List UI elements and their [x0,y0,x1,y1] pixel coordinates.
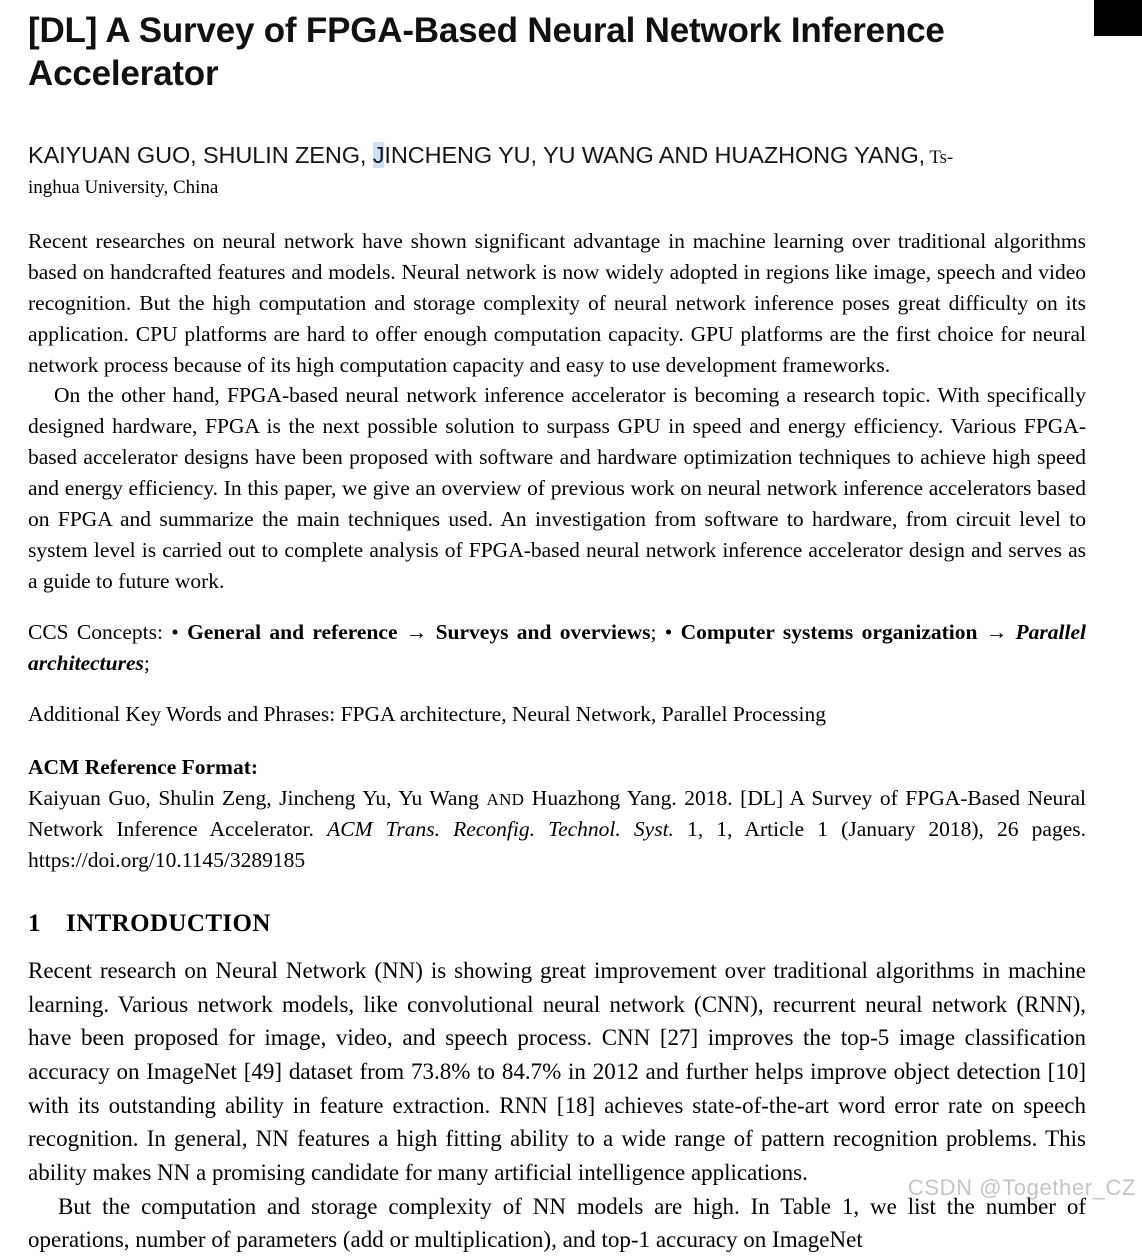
intro-paragraph-1: Recent research on Neural Network (NN) is showing great improvement over traditional algorithms in machine learning. Various network models, like convolutional neural network (CNN), recurrent neural network (RNN), have been proposed for image, video, and speech process. CNN [27] improves the top-5 image classification accuracy on ImageNet [49] dataset from 73.8% to 84.7% in 2012 and further helps improve object detection [10] with its outstanding ability in feature extraction. RNN [18] achieves state-of-the-art word error rate on speech recognition. In general, NN features a high fitting ability to a wide range of pattern recognition problems. This ability makes NN a promising candidate for many artificial intelligence applications. [28,957,1086,1185]
keywords-line [28,699,1086,730]
author-names-leading: KAIYUAN GUO, SHULIN ZENG, [28,142,373,169]
reference-authors: Kaiyuan Guo, Shulin Zeng, Jincheng Yu, Yu Wang [28,786,487,810]
page-title: [DL] A Survey of FPGA-Based Neural Network Inference Accelerator [28,11,945,93]
intro-paragraph-2: But the computation and storage complexity of NN models are high. In Table 1, we list the number of operations, number of parameters (add or multiplication), and top-1 accuracy on ImageNet [28,1193,1086,1253]
ccs-concept-1-value: Surveys and overviews [435,620,651,645]
ccs-arrow-2: → [985,620,1008,645]
author-block [28,139,1086,172]
section-heading-introduction [28,910,1086,938]
section-title: INTRODUCTION [66,909,271,937]
abstract-paragraph-2: On the other hand, FPGA-based neural network inference accelerator is becoming a research topic. With specifically designed hardware, FPGA is the next possible solution to surpass GPU in speed and energy efficiency. Various FPGA-based accelerator designs have been proposed with software and hardware optimization techniques to achieve high speed and energy efficiency. In this paper, we give an overview of previous work on neural network inference accelerators based on FPGA and summarize the main techniques used. An investigation from software to hardware, from circuit level to system level is carried out to complete analysis of FPGA-based neural network inference accelerator design and serves as a guide to future work. [28,383,1086,593]
ccs-bullet-1: • [171,620,179,645]
section-number: 1 [28,909,41,937]
author-names-trailing: INCHENG YU, YU WANG AND HUAZHONG YANG, [384,142,926,169]
introduction-body [28,954,1086,1257]
keywords-label: Additional Key Words and Phrases: [28,702,336,727]
abstract-section [28,226,1086,596]
ccs-label: CCS Concepts: [28,620,163,645]
reference-citation-tail: 1, 1, Article 1 (January 2018), 26 pages. https://doi.org/10.1145/3289185 [28,816,1087,872]
ccs-concept-1-category: General and reference [187,620,398,645]
ccs-semicolon-1: ; [650,620,657,645]
reference-and: AND [486,790,525,809]
page-content [28,0,1086,1257]
acm-reference-body [28,783,1086,876]
reference-journal: ACM Trans. Reconfig. Technol. Syst. [327,816,674,841]
ccs-semicolon-2: ; [143,650,150,675]
author-selected-character[interactable]: J [372,142,385,169]
keywords-values: FPGA architecture, Neural Network, Parallel Processing [340,702,826,727]
ccs-concept-2-value: Parallel architectures [28,620,1087,675]
abstract-paragraph-1: Recent researches on neural network have shown significant advantage in machine learning over traditional algorithms based on handcrafted features and models. Neural network is now widely adopted in regions like image, speech and video recognition. But the high computation and storage complexity of neural network inference poses great difficulty on its application. CPU platforms are hard to offer enough computation capacity. GPU platforms are the first choice for neural network process because of its high computation capacity and easy to use development frameworks. [28,229,1086,377]
csdn-watermark: CSDN @Together_CZ [907,1175,1136,1200]
ccs-arrow-1: → [405,620,428,645]
ccs-concept-2-category: Computer systems organization [680,620,978,645]
corner-black-block [1094,0,1142,36]
affiliation-start: Ts- [925,147,954,169]
ccs-concepts [28,617,1086,678]
acm-reference-heading: ACM Reference Format: [28,754,259,779]
ccs-bullet-2: • [664,620,673,645]
reference-authors-tail: Huazhong Yang. 2018. [DL] A Survey of FPGA-Based Neural Network Inference Accelerator. [28,786,1086,841]
affiliation-line: inghua University, China [28,176,219,198]
